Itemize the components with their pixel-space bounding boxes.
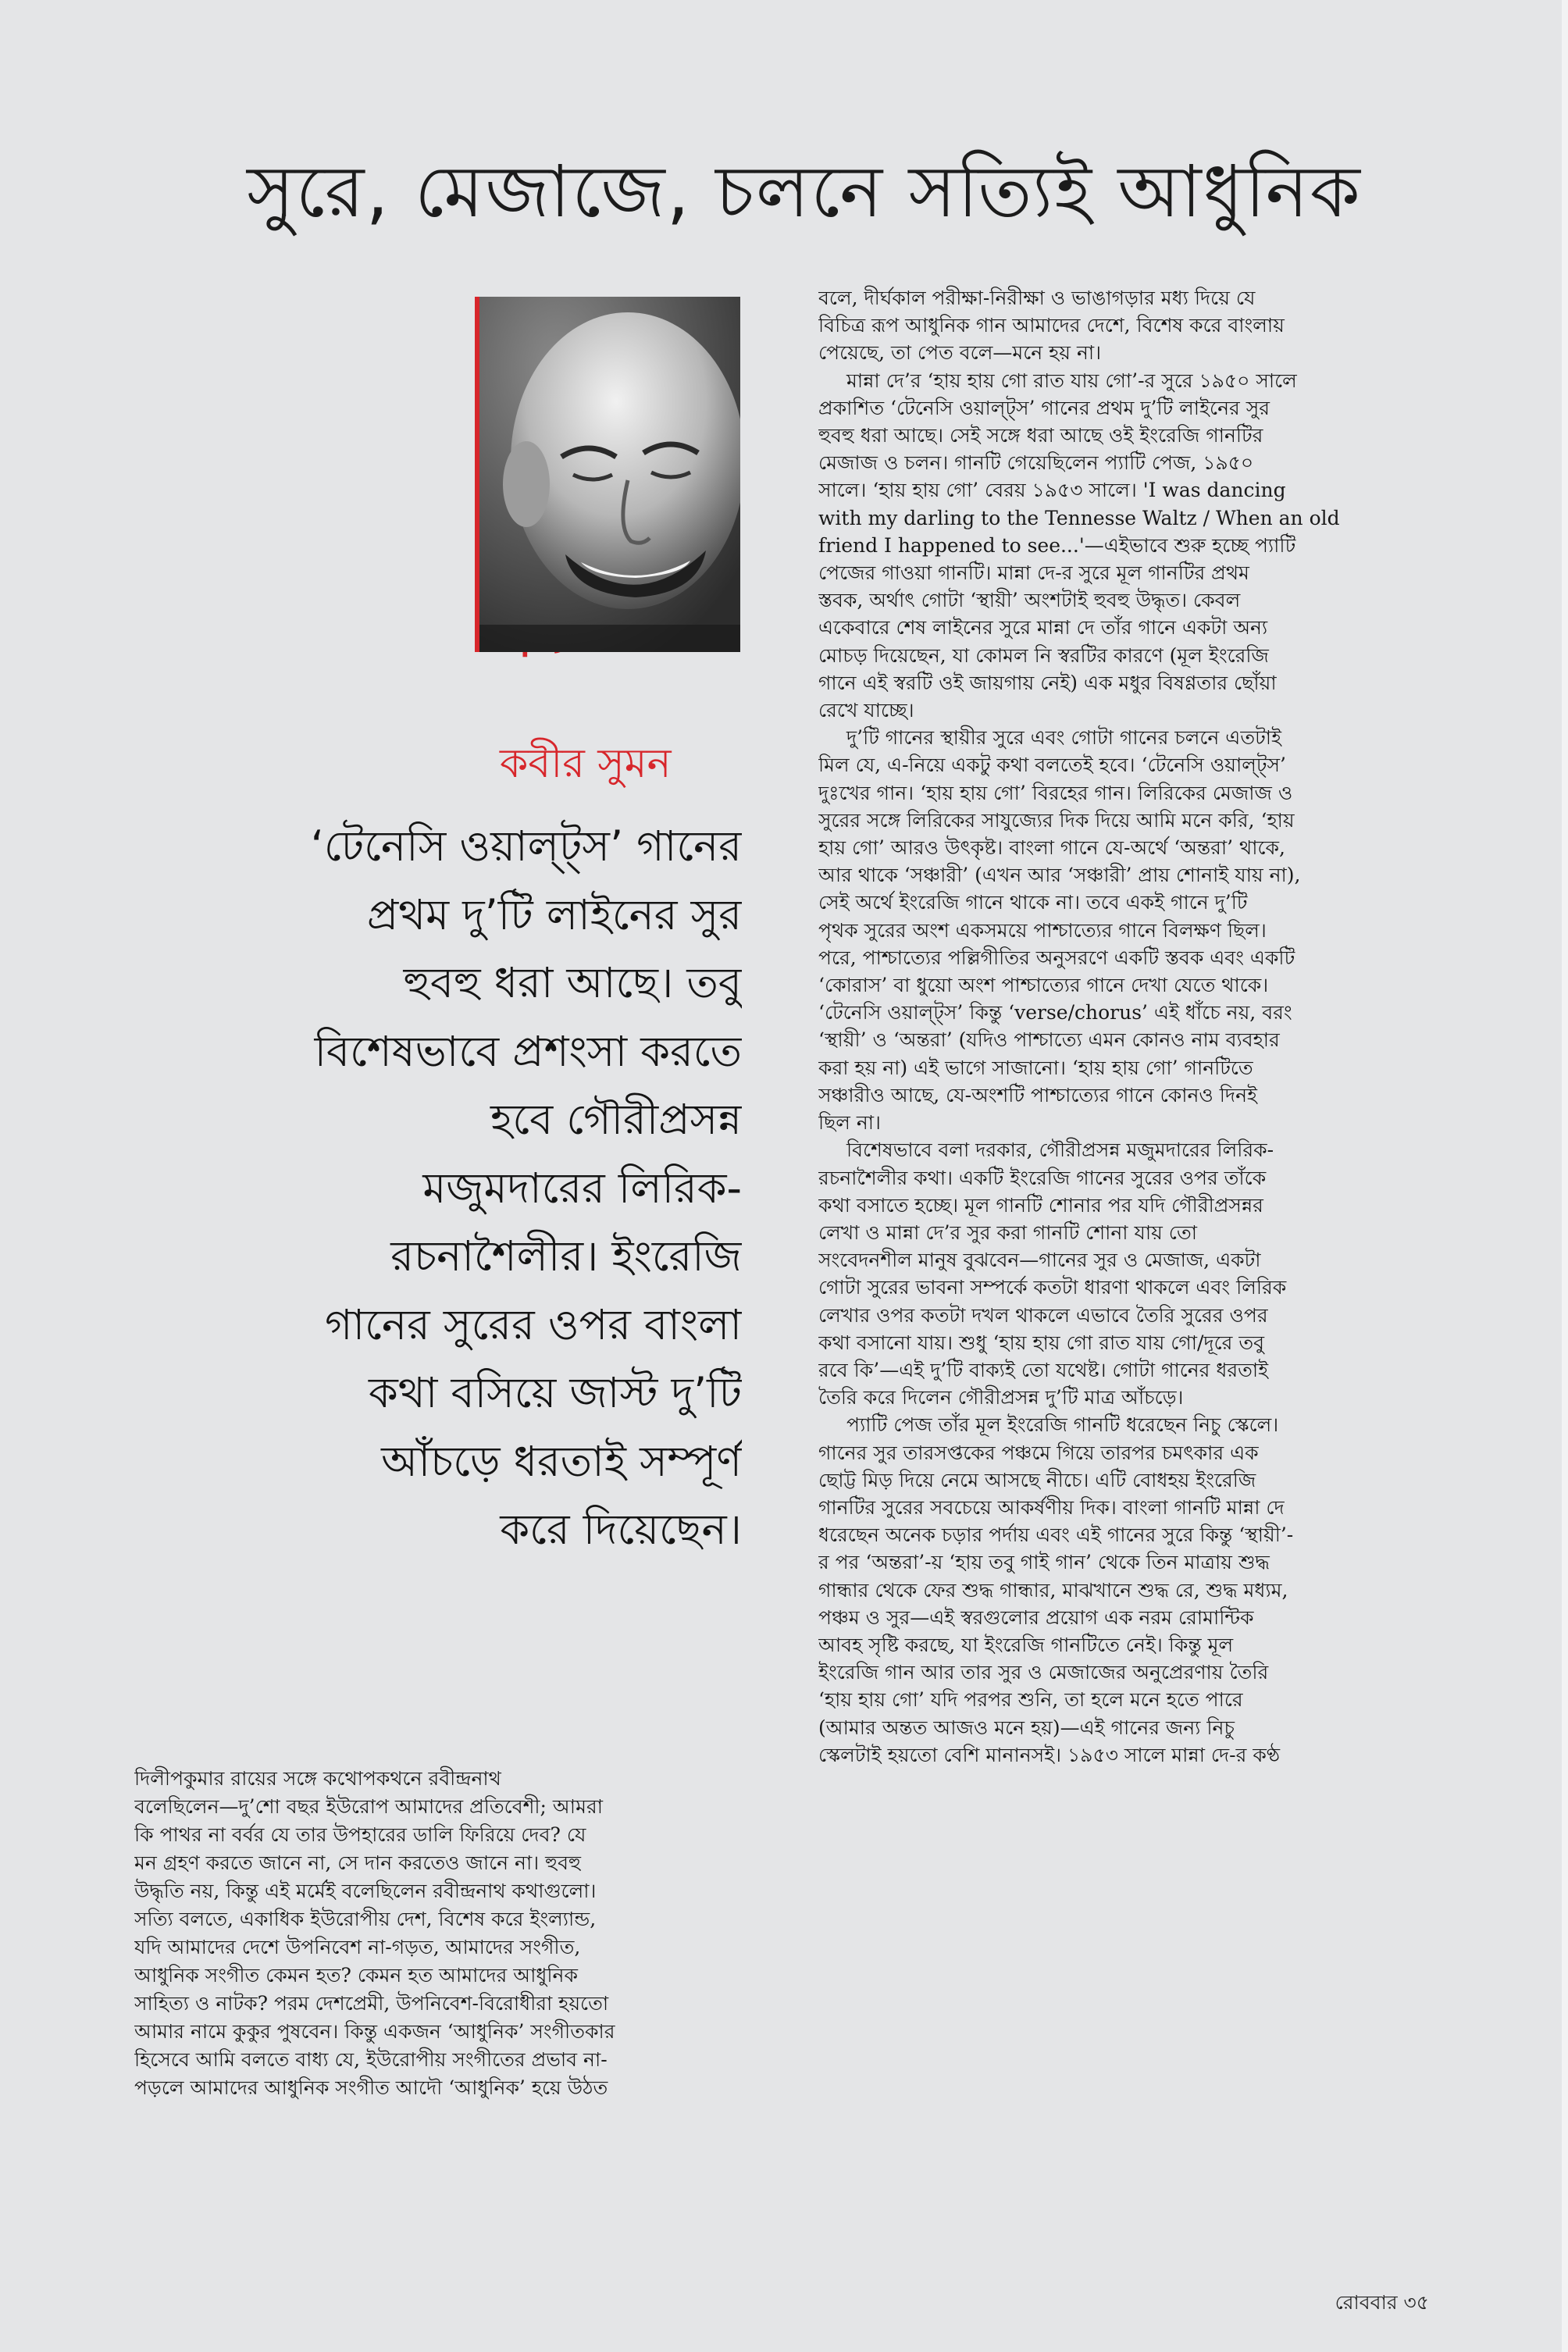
body-text-line: ছিল না। <box>818 1111 881 1135</box>
body-text-line: দু’টি গানের স্থায়ীর সুরে এবং গোটা গানের চলনে এতটাই <box>846 726 1281 750</box>
body-text-line: মন গ্রহণ করতে জানে না, সে দান করতেও জানে না। হুবহু <box>134 1851 581 1874</box>
body-text-line: হুবহু ধরা আছে। সেই সঙ্গে ধরা আছে ওই ইংরেজি গানটির <box>818 424 1263 447</box>
body-text-line: গান্ধার থেকে ফের শুদ্ধ গান্ধার, মাঝখানে শুদ্ধ রে, শুদ্ধ মধ্যম, <box>818 1578 1288 1602</box>
body-text-line: আধুনিক সংগীত কেমন হত? কেমন হত আমাদের আধুনিক <box>134 1964 578 1987</box>
body-text-line: ‘স্থায়ী’ ও ‘অন্তরা’ (যদিও পাশ্চাত্যে এমন কোনও নাম ব্যবহার <box>818 1028 1280 1052</box>
body-text-line: উদ্ধৃতি নয়, কিন্তু এই মর্মেই বলেছিলেন রবীন্দ্রনাথ কথাগুলো। <box>134 1880 597 1902</box>
body-text-line: গানের সুর তারসপ্তকের পঞ্চমে গিয়ে তারপর চমৎকার এক <box>818 1441 1259 1464</box>
body-text-line: সুরের সঙ্গে লিরিকের সাযুজ্যের দিক দিয়ে আমি মনে করি, ‘হায় <box>818 808 1295 832</box>
body-text-line: যদি আমাদের দেশে উপনিবেশ না-গড়ত, আমাদের সংগীত, <box>134 1936 581 1958</box>
pull-quote-line: প্রথম দু’টি লাইনের সুর <box>366 889 742 939</box>
body-text-line: কি পাথর না বর্বর যে তার উপহারের ডালি ফিরিয়ে দেব? যে <box>134 1823 586 1846</box>
body-text-line: ‘কোরাস’ বা ধুয়ো অংশ পাশ্চাত্যের গানে দেখা যেতে থাকে। <box>818 974 1269 997</box>
body-text-line: মেজাজ ও চলন। গানটি গেয়েছিলেন প্যাটি পেজ, ১৯৫০ <box>818 451 1254 475</box>
body-text-line: মান্না দে’র ‘হায় হায় গো রাত যায় গো’-র সুরে ১৯৫০ সালে <box>846 369 1297 392</box>
body-text-line: বিশেষভাবে বলা দরকার, গৌরীপ্রসন্ন মজুমদারের লিরিক- <box>846 1139 1274 1162</box>
body-text-line: বলেছিলেন—দু’শো বছর ইউরোপ আমাদের প্রতিবেশী; আমরা <box>134 1795 603 1818</box>
body-text-line: স্তবক, অর্থাৎ গোটা ‘স্থায়ী’ অংশটাই হুবহু উদ্ধৃত। কেবল <box>818 589 1241 612</box>
body-text-line: একেবারে শেষ লাইনের সুরে মান্না দে তাঁর গানে একটা অন্য <box>818 616 1268 640</box>
body-text-line: ইংরেজি গান আর তার সুর ও মেজাজের অনুপ্রেরণায় তৈরি <box>818 1661 1269 1684</box>
body-text-line: মোচড় দিয়েছেন, যা কোমল নি স্বরটির কারণে (মূল ইংরেজি <box>818 643 1269 667</box>
body-text-line: আর থাকে ‘সঞ্চারী’ (এখন আর ‘সঞ্চারী’ প্রায় শোনাই যায় না), <box>818 864 1301 887</box>
body-text-line: লেখা ও মান্না দে’র সুর করা গানটি শোনা যায় তো <box>818 1221 1197 1244</box>
body-text-line: গানটির সুরের সবচেয়ে আকর্ষণীয় দিক। বাংলা গানটি মান্না দে <box>818 1495 1285 1519</box>
body-text-line: with my darling to the Tennesse Waltz / When an old <box>818 506 1340 529</box>
pull-quote <box>133 812 742 1564</box>
body-column-right <box>818 284 1426 1769</box>
pull-quote-line: কথা বসিয়ে জাস্ট দু’টি <box>369 1368 742 1417</box>
body-text-line: করা হয় না) এই ভাগে সাজানো। ‘হায় হায় গো’ গানটিতে <box>818 1056 1253 1079</box>
pull-quote-line: আঁচড়ে ধরতাই সম্পূর্ণ <box>381 1436 742 1486</box>
body-text-line: রেখে যাচ্ছে। <box>818 699 914 722</box>
body-text-line: গোটা সুরের ভাবনা সম্পর্কে কতটা ধারণা থাকলে এবং লিরিক <box>818 1276 1287 1299</box>
body-text-line: পেজের গাওয়া গানটি। মান্না দে-র সুরে মূল গানটির প্রথম <box>818 561 1249 585</box>
body-text-line: কথা বসাতে হচ্ছে। মূল গানটি শোনার পর যদি গৌরীপ্রসন্নর <box>818 1193 1263 1217</box>
pull-quote-line: মজুমদারের লিরিক- <box>422 1163 742 1213</box>
body-text-line: সালে। ‘হায় হায় গো’ বেরয় ১৯৫৩ সালে। 'I was dancing <box>818 479 1286 502</box>
pull-quote-line: ‘টেনেসি ওয়াল্ট্‌স’ গানের <box>310 821 742 871</box>
author-photo-illustration <box>479 297 740 652</box>
body-text-line: পৃথক সুরের অংশ একসময়ে পাশ্চাত্যের গানে বিলক্ষণ ছিল। <box>818 918 1267 942</box>
body-text-line: সাহিত্য ও নাটক? পরম দেশপ্রেমী, উপনিবেশ-বিরোধীরা হয়তো <box>134 1992 609 2015</box>
body-column-left <box>134 1765 743 2102</box>
body-text-line: বলে, দীর্ঘকাল পরীক্ষা-নিরীক্ষা ও ভাঙাগড়ার মধ্য দিয়ে যে <box>818 287 1256 309</box>
headline: সুরে, মেজাজে, চলনে সত্যিই আধুনিক <box>247 150 1362 233</box>
body-text-line: কথা বসানো যায়। শুধু ‘হায় হায় গো রাত যায় গো/দূরে তবু <box>818 1331 1265 1354</box>
pull-quote-line: হবে গৌরীপ্রসন্ন <box>490 1095 742 1144</box>
body-text-line: ‘টেনেসি ওয়াল্ট্‌স’ কিন্তু ‘verse/chorus’ এই ধাঁচে নয়, বরং <box>818 1001 1292 1025</box>
body-text-line: স্কেলটাই হয়তো বেশি মানানসই। ১৯৫৩ সালে মান্না দে-র কণ্ঠ <box>818 1743 1281 1766</box>
body-text-line: র পর ‘অন্তরা’-য় ‘হায় তবু গাই গান’ থেকে তিন মাত্রায় শুদ্ধ <box>818 1551 1270 1574</box>
body-text-line: ছোট্ট মিড় দিয়ে নেমে আসছে নীচে। এটি বোধহয় ইংরেজি <box>818 1468 1256 1491</box>
body-text-line: হিসেবে আমি বলতে বাধ্য যে, ইউরোপীয় সংগীতের প্রভাব না- <box>134 2048 608 2071</box>
body-text-line: তৈরি করে দিলেন গৌরীপ্রসন্ন দু’টি মাত্র আঁচড়ে। <box>818 1386 1184 1409</box>
body-text-line: রবে কি’—এই দু’টি বাক্যই তো যথেষ্ট। গোটা গানের ধরতাই <box>818 1358 1269 1381</box>
body-text-line: বিচিত্র রূপ আধুনিক গান আমাদের দেশে, বিশেষ করে বাংলায় <box>818 314 1285 337</box>
body-text-line: রচনাশৈলীর কথা। একটি ইংরেজি গানের সুরের ওপর তাঁকে <box>818 1166 1267 1189</box>
author-byline: কবীর সুমন <box>500 740 672 787</box>
body-text-line: সংবেদনশীল মানুষ বুঝবেন—গানের সুর ও মেজাজ, একটা <box>818 1249 1261 1272</box>
pull-quote-line: বিশেষভাবে প্রশংসা করতে <box>314 1026 742 1076</box>
pull-quote-line: করে দিয়েছেন। <box>500 1505 742 1554</box>
body-text-line: হায় গো’ আরও উৎকৃষ্ট। বাংলা গানে যে-অর্থে ‘অন্তরা’ থাকে, <box>818 836 1285 860</box>
body-text-line: প্যাটি পেজ তাঁর মূল ইংরেজি গানটি ধরেছেন নিচু স্কেলে। <box>846 1413 1279 1437</box>
folio: রোববার ৩৫ <box>1335 2291 1429 2314</box>
pull-quote-line: রচনাশৈলীর। ইংরেজি <box>390 1231 742 1281</box>
body-text-line: গানে এই স্বরটি ওই জায়গায় নেই) এক মধুর বিষণ্ণতার ছোঁয়া <box>818 671 1277 694</box>
pull-quote-line: হুবহু ধরা আছে। তবু <box>403 958 742 1007</box>
body-text-line: প্রকাশিত ‘টেনেসি ওয়াল্ট্‌স’ গানের প্রথম দু’টি লাইনের সুর <box>818 396 1270 419</box>
body-text-line: পেয়েছে, তা পেত বলে—মনে হয় না। <box>818 341 1102 365</box>
body-text-line: লেখার ওপর কতটা দখল থাকলে এভাবে তৈরি সুরের ওপর <box>818 1303 1268 1327</box>
body-text-line: পড়লে আমাদের আধুনিক সংগীত আদৌ ‘আধুনিক’ হয়ে উঠত <box>134 2076 608 2099</box>
body-text-line: আমার নামে কুকুর পুষবেন। কিন্তু একজন ‘আধুনিক’ সংগীতকার <box>134 2020 615 2043</box>
body-text-line: মিল যে, এ-নিয়ে একটু কথা বলতেই হবে। ‘টেনেসি ওয়াল্ট্‌স’ <box>818 754 1286 777</box>
body-text-line: friend I happened to see...'—এইভাবে শুরু হচ্ছে প্যাটি <box>818 533 1296 557</box>
pull-quote-line: গানের সুরের ওপর বাংলা <box>325 1299 742 1349</box>
body-text-line: ধরেছেন অনেক চড়ার পর্দায় এবং এই গানের সুরে কিন্তু ‘স্থায়ী’- <box>818 1523 1294 1547</box>
body-text-line: সঞ্চারীও আছে, যে-অংশটি পাশ্চাত্যের গানে কোনও দিনই <box>818 1083 1257 1107</box>
body-text-line: সেই অর্থে ইংরেজি গানে থাকে না। তবে একই গানে দু’টি <box>818 891 1248 914</box>
body-text-line: (আমার অন্তত আজও মনে হয়)—এই গানের জন্য নিচু <box>818 1716 1235 1739</box>
body-text-line: ‘হায় হায় গো’ যদি পরপর শুনি, তা হলে মনে হতে পারে <box>818 1688 1243 1712</box>
body-text-line: সত্যি বলতে, একাধিক ইউরোপীয় দেশ, বিশেষ করে ইংল্যান্ড, <box>134 1908 597 1930</box>
body-text-line: আবহ সৃষ্টি করছে, যা ইংরেজি গানটিতে নেই। কিন্তু মূল <box>818 1633 1234 1656</box>
page-edge <box>1562 0 1568 2352</box>
body-text-line: পঞ্চম ও সুর—এই স্বরগুলোর প্রয়োগ এক নরম রোমান্টিক <box>818 1605 1254 1629</box>
author-photo <box>479 297 740 652</box>
body-text-line: দিলীপকুমার রায়ের সঙ্গে কথোপকথনে রবীন্দ্রনাথ <box>134 1767 501 1790</box>
body-text-line: দুঃখের গান। ‘হায় হায় গো’ বিরহের গান। লিরিকের মেজাজ ও <box>818 781 1293 804</box>
body-text-line: পরে, পাশ্চাত্যের পল্লিগীতির অনুসরণে একটি স্তবক এবং একটি <box>818 946 1295 969</box>
